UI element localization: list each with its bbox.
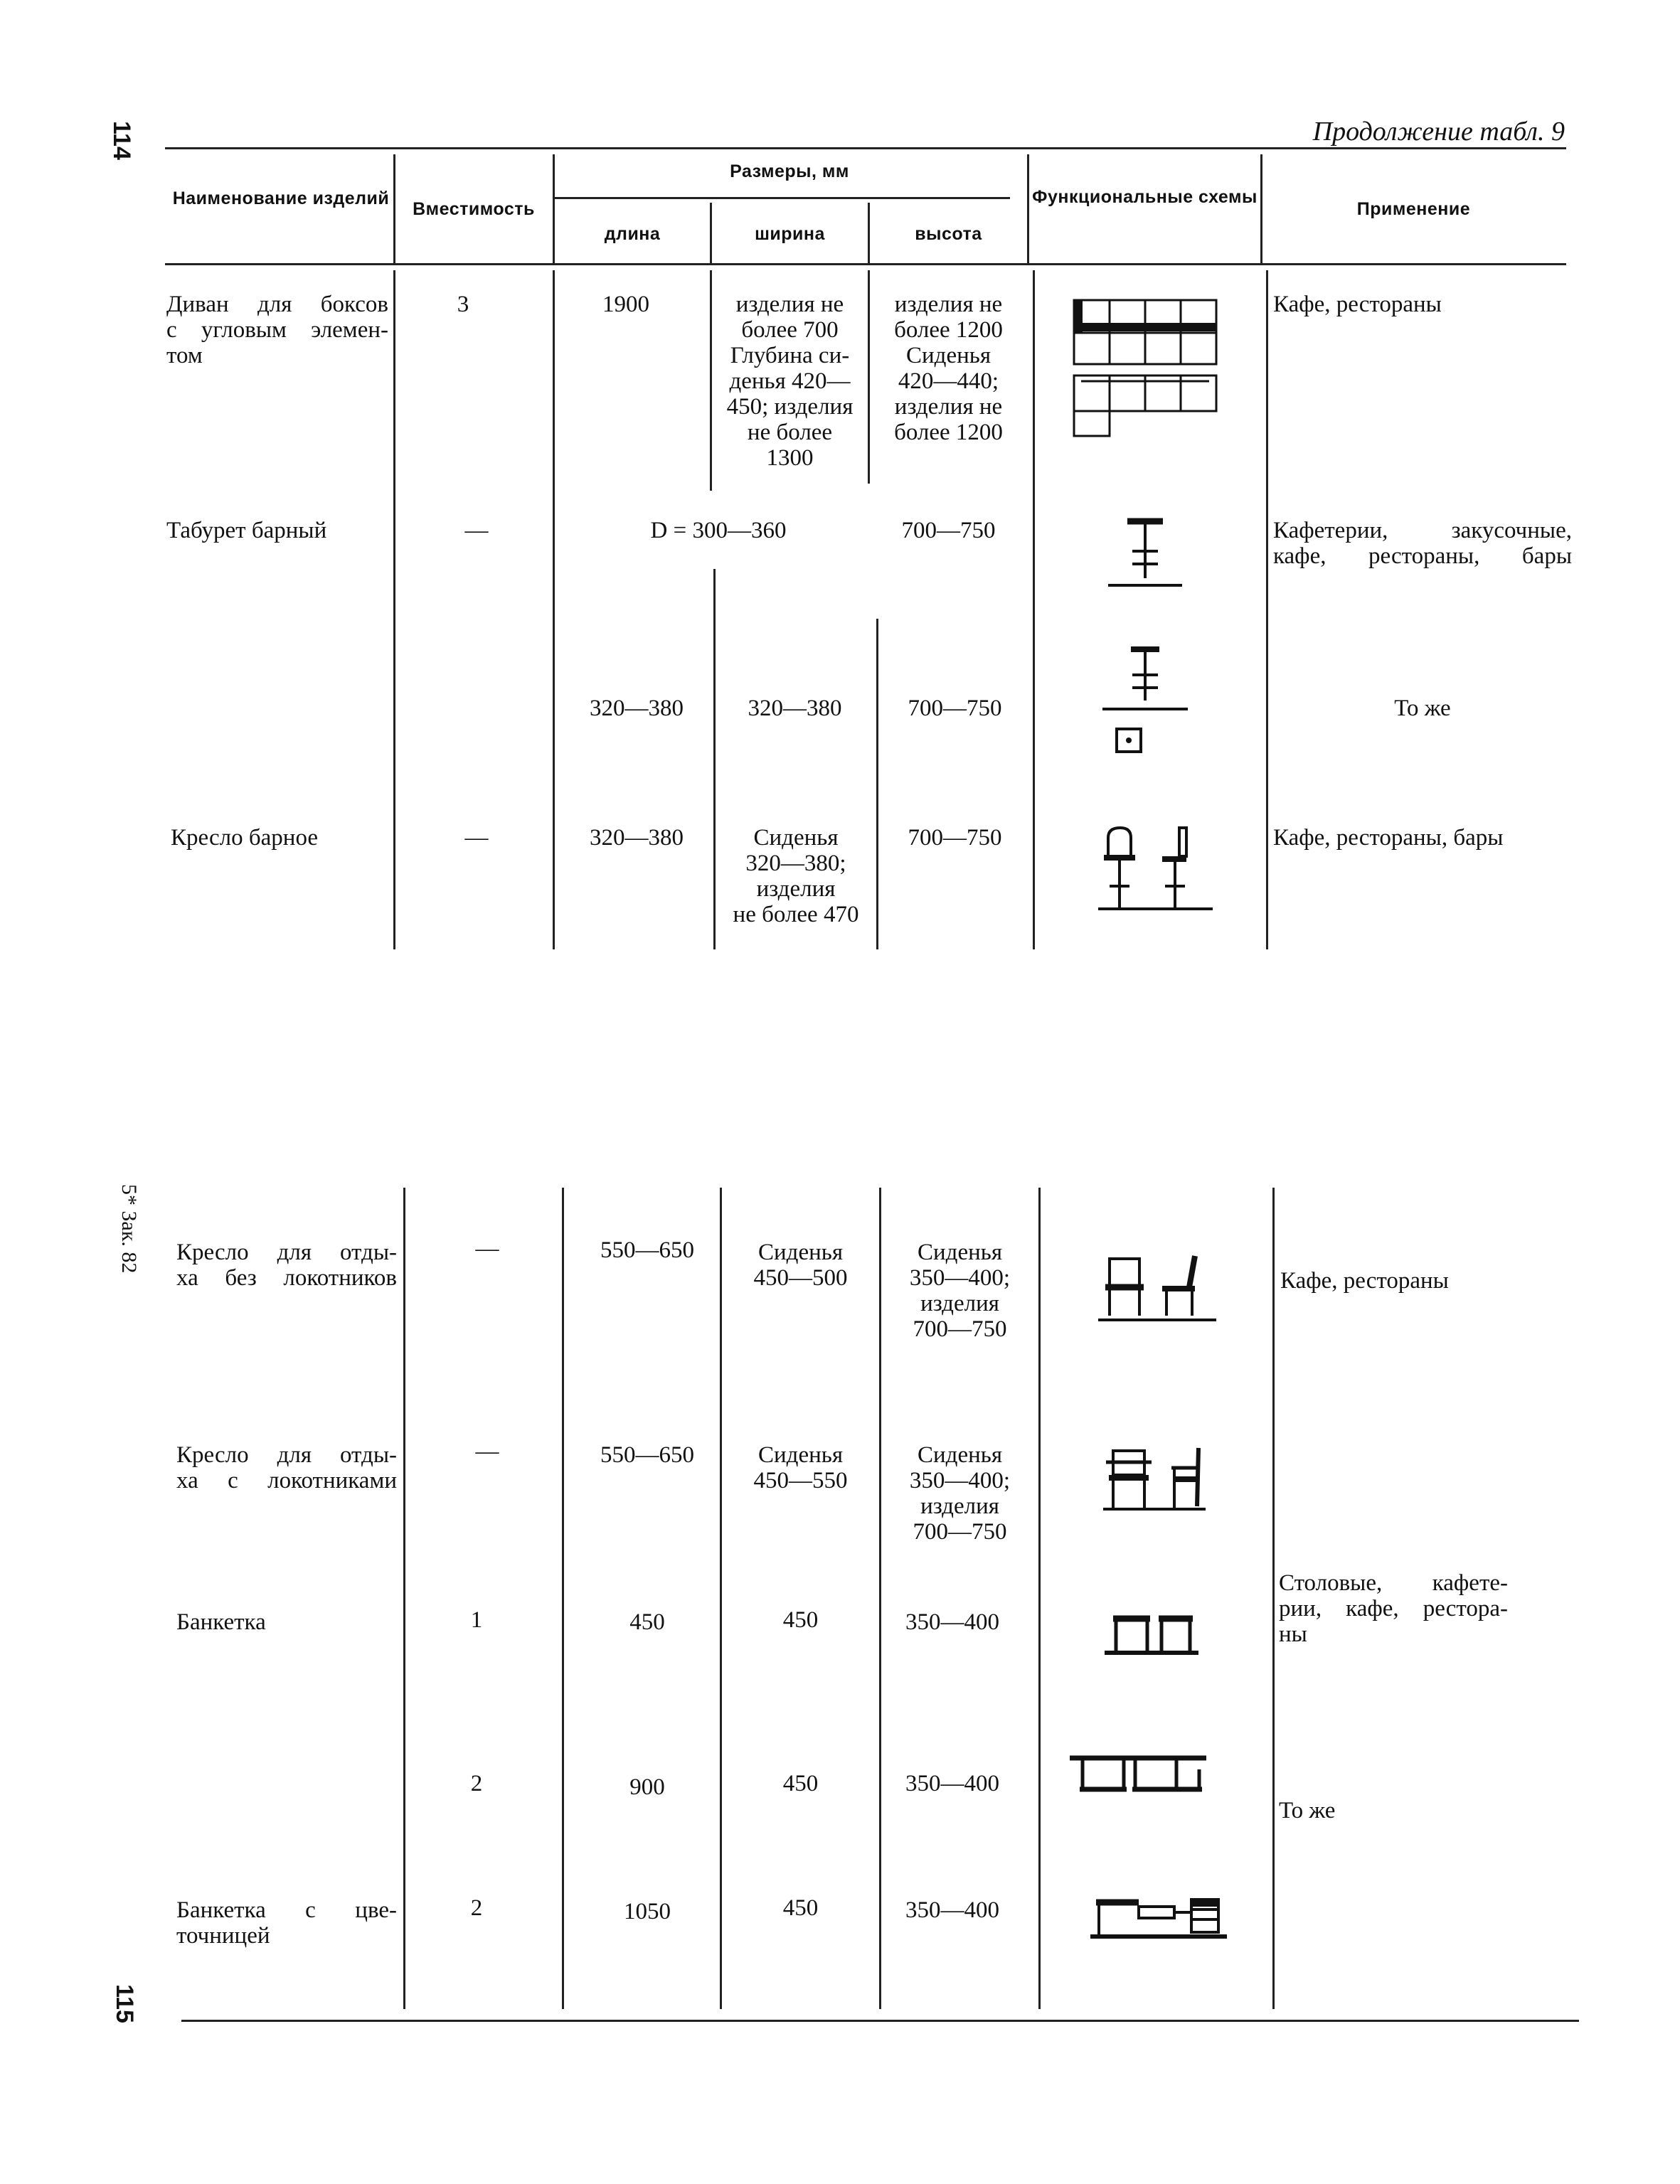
- table-continuation-caption: Продолжение табл. 9: [1312, 117, 1565, 147]
- table-row-8-capacity: 2: [470, 1771, 483, 1796]
- table-row-8-width: 450: [782, 1771, 819, 1796]
- planter-bench-scheme-icon: [1085, 1888, 1234, 1945]
- header-schemes: Функциональные схемы: [1032, 187, 1258, 207]
- table-row-3-length: 320—380: [590, 696, 684, 721]
- table-row-3-usage: То же: [1394, 696, 1451, 721]
- table-row-3-height: 700—750: [908, 696, 1002, 721]
- square-bar-stool-scheme-icon: [1095, 644, 1195, 761]
- table-row-8-height: 350—400: [905, 1771, 999, 1796]
- table-row-5-height: Сиденья 350—400; изделия 700—750: [909, 1240, 1011, 1342]
- table-row-4-name: Кресло барное: [171, 825, 318, 851]
- order-mark: 5* Зак. 82: [117, 1184, 141, 1274]
- table-row-1-capacity: 3: [457, 292, 469, 317]
- body-top-divider-2: [553, 270, 555, 949]
- table-row-2-name: Табурет барный: [166, 518, 327, 543]
- page-number-bottom: 115: [111, 1984, 138, 2023]
- table-row-9-capacity: 2: [470, 1895, 483, 1921]
- table-row-1-width: изделия не более 700 Глубина си- денья 420— 450; изделия не более 1300: [726, 292, 854, 471]
- table-row-5-width: Сиденья 450—500: [753, 1240, 848, 1291]
- bar-chair-scheme-icon: [1095, 824, 1216, 916]
- header-width: ширина: [755, 224, 825, 244]
- table-row-5-usage: Кафе, рестораны: [1280, 1268, 1449, 1294]
- header-height: высота: [915, 224, 982, 244]
- table-row-1-usage: Кафе, рестораны: [1273, 292, 1442, 317]
- table-row-4-height: 700—750: [908, 825, 1002, 851]
- body-top-divider-4b: [876, 619, 878, 949]
- table-row-4-capacity: —: [464, 825, 489, 851]
- armless-lounge-chair-scheme-icon: [1095, 1252, 1220, 1326]
- header-divider-5: [1027, 154, 1029, 263]
- table-row-2-height: 700—750: [901, 518, 996, 543]
- table-row-4-usage: Кафе, рестораны, бары: [1273, 825, 1504, 851]
- table-row-7-height: 350—400: [905, 1609, 999, 1635]
- body-bottom-divider-1: [403, 1188, 405, 2009]
- table-row-1-length: 1900: [602, 292, 649, 317]
- single-bench-scheme-icon: [1099, 1607, 1206, 1661]
- table-row-7-capacity: 1: [470, 1607, 483, 1633]
- table-row-2-usage: Кафетерии, закусочные, кафе, рестораны, бары: [1273, 518, 1572, 569]
- header-top-rule: [165, 147, 1566, 149]
- header-name: Наименование изделий: [172, 188, 390, 208]
- header-sizes: Размеры, мм: [730, 161, 849, 181]
- table-row-6-name: Кресло для отды- ха с локотниками: [176, 1442, 397, 1493]
- table-row-4-length: 320—380: [590, 825, 684, 851]
- body-top-divider-1: [393, 270, 395, 949]
- table-row-6-height: Сиденья 350—400; изделия 700—750: [909, 1442, 1011, 1545]
- table-row-8-usage: То же: [1279, 1798, 1336, 1823]
- table-row-9-length: 1050: [624, 1899, 671, 1924]
- body-bottom-divider-3: [720, 1188, 722, 2009]
- body-top-divider-5: [1033, 270, 1035, 949]
- table-row-6-length: 550—650: [600, 1442, 694, 1468]
- table-row-7-name: Банкетка: [176, 1609, 266, 1635]
- table-row-5-name: Кресло для отды- ха без локотников: [176, 1240, 397, 1291]
- body-top-divider-6: [1266, 270, 1268, 949]
- table-bottom-rule: [181, 2020, 1579, 2022]
- table-row-7-width: 450: [782, 1607, 819, 1633]
- header-usage: Применение: [1356, 199, 1471, 219]
- table-row-7-length: 450: [629, 1609, 665, 1635]
- table-row-9-name: Банкетка с цве- точницей: [176, 1897, 397, 1949]
- table-row-4-width: Сиденья 320—380; изделия не более 470: [733, 825, 859, 927]
- header-length: длина: [604, 224, 661, 244]
- table-row-5-capacity: —: [475, 1236, 499, 1262]
- table-row-6-capacity: —: [475, 1439, 499, 1464]
- armchair-scheme-icon: [1099, 1442, 1213, 1517]
- page-number-top: 114: [108, 121, 135, 160]
- table-row-2-diameter: D = 300—360: [650, 518, 787, 543]
- table-row-9-height: 350—400: [905, 1897, 999, 1923]
- body-bottom-divider-5: [1038, 1188, 1041, 2009]
- table-row-7-usage: Столовые, кафете- рии, кафе, рестора- ны: [1279, 1570, 1508, 1647]
- sizes-subheader-rule: [555, 197, 1010, 199]
- double-bench-scheme-icon: [1067, 1748, 1209, 1805]
- table-row-5-length: 550—650: [600, 1237, 694, 1263]
- corner-sofa-scheme-icon: [1067, 297, 1223, 440]
- table-row-2-capacity: —: [464, 518, 489, 543]
- body-bottom-divider-6: [1272, 1188, 1275, 2009]
- table-row-6-width: Сиденья 450—550: [753, 1442, 848, 1493]
- body-bottom-divider-2: [562, 1188, 564, 2009]
- header-bottom-rule: [165, 263, 1566, 265]
- table-row-8-length: 900: [629, 1774, 665, 1800]
- table-row-3-width: 320—380: [748, 696, 842, 721]
- bar-stool-scheme-icon: [1102, 516, 1188, 594]
- table-row-1-name: Диван для боксов с угловым элемен- том: [166, 292, 388, 368]
- table-row-9-width: 450: [782, 1895, 819, 1921]
- header-capacity: Вместимость: [413, 199, 535, 219]
- table-row-1-height: изделия не более 1200 Сиденья 420—440; изделия не более 1200: [894, 292, 1003, 445]
